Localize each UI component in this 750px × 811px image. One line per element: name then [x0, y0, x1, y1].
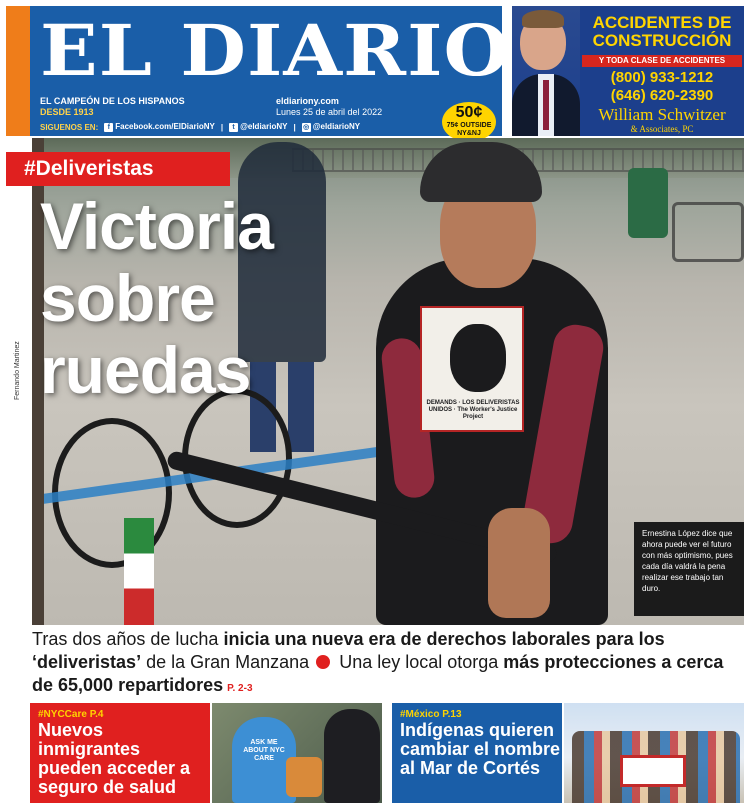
facebook-link-text: Facebook.com/ElDiarioNY [115, 122, 215, 131]
headline-line: ruedas [40, 333, 251, 407]
page-reference[interactable]: P. 2-3 [227, 683, 253, 694]
price-note: 75¢ OUTSIDE NY&NJ [446, 122, 492, 137]
masthead-accent-stripe [6, 6, 30, 136]
lawyer-advertisement[interactable] [512, 6, 744, 136]
social-links [40, 122, 360, 132]
instagram-link[interactable] [302, 122, 360, 132]
twitter-link[interactable] [229, 122, 287, 132]
photo-trash-bin [628, 168, 668, 238]
ad-phone-1[interactable]: (800) 933-1212 [610, 69, 714, 86]
ad-lawyer-name: William Schwitzer [598, 105, 726, 124]
headline-line: sobre [40, 261, 215, 335]
photo-mexican-flag [124, 518, 154, 625]
founded-year: DESDE 1913 [40, 107, 94, 117]
story-tag: #México P.13 [400, 709, 462, 720]
tagline-text: EL CAMPEÓN DE LOS HISPANOS [40, 96, 185, 106]
photo-handbag [286, 757, 322, 797]
site-url[interactable]: eldiariony.com [276, 96, 339, 106]
teaser-text: Tras dos años de lucha [32, 629, 224, 649]
ad-portrait [512, 6, 580, 136]
ad-subtitle: Y TODA CLASE DE ACCIDENTES [582, 55, 742, 67]
teaser-text: Una ley local otorga [334, 652, 504, 672]
photo-shirt-slogan: ASK ME ABOUT NYC CARE [243, 739, 285, 762]
teaser-highlight: más protecciones a cerca de 65,000 repartidores [32, 652, 724, 695]
story-title: Nuevos inmigrantes pueden acceder a seguro de salud [38, 720, 191, 797]
story-tag: #NYCCare P.4 [38, 709, 104, 720]
ad-phone-2[interactable]: (646) 620-2390 [610, 87, 714, 104]
story-nyc-care[interactable] [30, 703, 210, 803]
twitter-icon: t [229, 123, 238, 132]
facebook-link[interactable] [104, 122, 215, 132]
story-mexico-photo[interactable] [564, 703, 744, 803]
instagram-icon: ◎ [303, 124, 310, 131]
instagram-link-text: @eldiarioNY [312, 122, 361, 131]
section-hashtag[interactable]: #Deliveristas [6, 152, 230, 186]
ad-firm-name: & Associates, PC [630, 124, 694, 134]
tagline [40, 96, 185, 118]
photo-shirt-emblem [450, 324, 506, 392]
social-divider: | [293, 122, 296, 132]
photo-rider-hand [488, 508, 550, 618]
facebook-icon: f [104, 123, 113, 132]
photo-caption: Ernestina López dice que ahora puede ver el futuro con más optimismo, pues cada día valdrá la pena realizar ese trabajo tan duro. [634, 522, 744, 616]
teaser-highlight: inicia una nueva era de derechos laborales para los ‘deliveristas’ [32, 629, 665, 672]
ad-portrait-hair [522, 10, 564, 28]
main-headline[interactable] [40, 190, 273, 406]
issue-date: Lunes 25 de abril del 2022 [276, 107, 383, 117]
photo-person [324, 709, 380, 803]
story-nyc-care-photo[interactable] [212, 703, 382, 803]
lead-teaser[interactable] [32, 628, 732, 700]
newspaper-logo[interactable]: EL DIARIO [40, 9, 511, 92]
price-value: 50¢ [455, 104, 483, 121]
photo-shirt-text: DEMANDS · LOS DELIVERISTAS UNIDOS · The Worker's Justice Project [426, 400, 520, 420]
price-badge [442, 102, 496, 142]
story-mexico[interactable] [392, 703, 562, 803]
story-title: Indígenas quieren cambiar el nombre al Mar de Cortés [400, 720, 561, 778]
social-lead: SIGUENOS EN: [40, 122, 99, 132]
bullet-dot-icon [316, 655, 330, 669]
photo-banner [620, 755, 686, 787]
teaser-text: de la Gran Manzana [141, 652, 310, 672]
social-divider: | [220, 122, 224, 132]
ad-title: ACCIDENTES DE CONSTRUCCIÓN [592, 13, 732, 50]
headline-line: Victoria [40, 189, 273, 263]
photo-bench [672, 202, 744, 262]
twitter-link-text: @eldiarioNY [240, 122, 288, 131]
masthead [6, 6, 511, 137]
site-info [276, 96, 382, 118]
photo-credit: Fernando Martinez [14, 341, 21, 400]
ad-portrait-tie [543, 80, 549, 130]
